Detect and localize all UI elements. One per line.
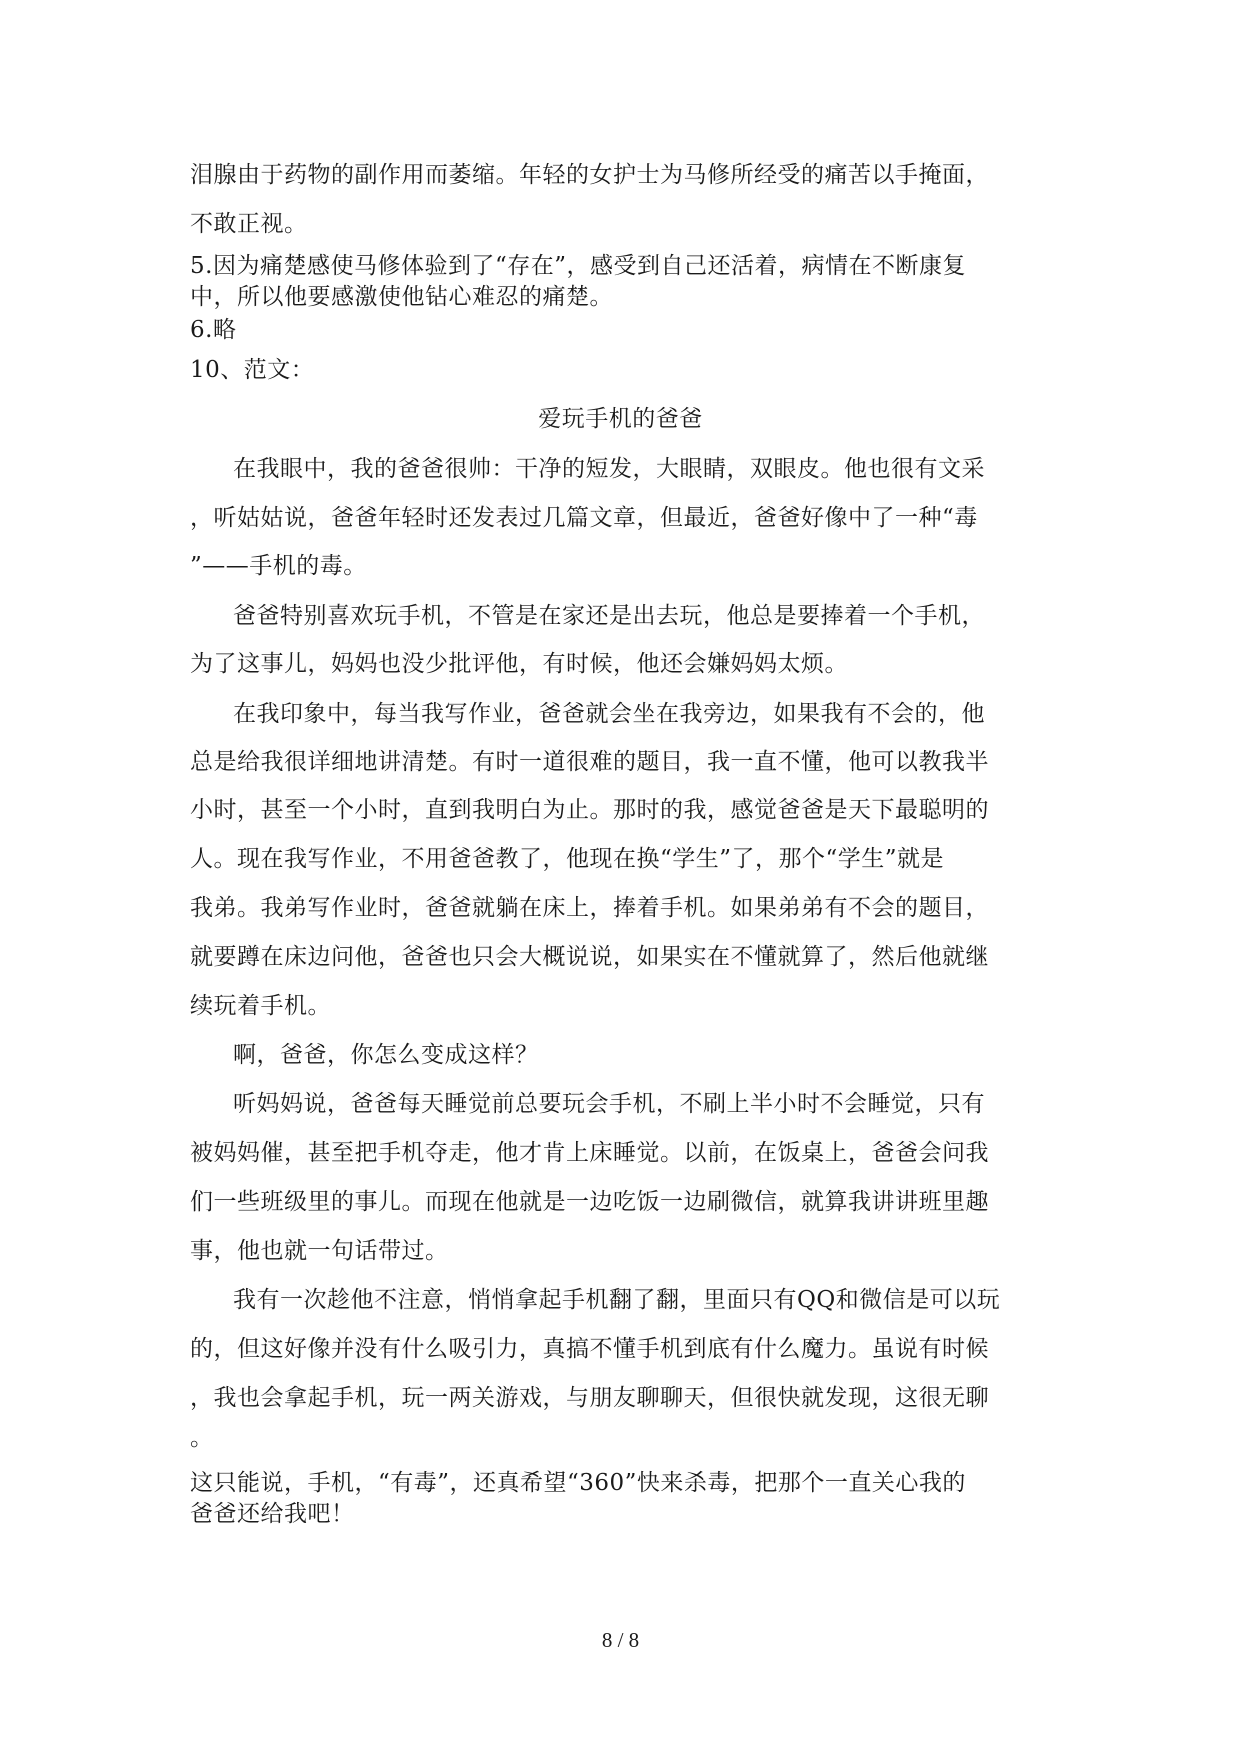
section-10-heading: 10、范文： bbox=[190, 357, 315, 383]
paragraph-line: 啊，爸爸，你怎么变成这样？ bbox=[233, 1042, 539, 1068]
page-number: 8 / 8 bbox=[601, 1628, 640, 1652]
paragraph-line: 我有一次趁他不注意，悄悄拿起手机翻了翻，里面只有QQ和微信是可以玩 bbox=[233, 1287, 1001, 1313]
paragraph-line: ，我也会拿起手机，玩一两关游戏，与朋友聊聊天，但很快就发现，这很无聊 bbox=[190, 1385, 989, 1411]
paragraph-line: 人。现在我写作业，不用爸爸教了，他现在换“学生”了，那个“学生”就是 bbox=[190, 846, 945, 872]
paragraph-line: 被妈妈催，甚至把手机夺走，他才肯上床睡觉。以前，在饭桌上，爸爸会问我 bbox=[190, 1140, 989, 1166]
paragraph-line: 续玩着手机。 bbox=[190, 993, 331, 1019]
paragraph-line: 的，但这好像并没有什么吸引力，真搞不懂手机到底有什么魔力。虽说有时候 bbox=[190, 1336, 989, 1362]
paragraph-line: 这只能说，手机，“有毒”，还真希望“360”快来杀毒，把那个一直关心我的 bbox=[190, 1470, 966, 1496]
paragraph-line: 就要蹲在床边问他，爸爸也只会大概说说，如果实在不懂就算了，然后他就继 bbox=[190, 944, 989, 970]
paragraph-line: 们一些班级里的事儿。而现在他就是一边吃饭一边刷微信，就算我讲讲班里趣 bbox=[190, 1189, 989, 1215]
paragraph-line: ”——手机的毒。 bbox=[190, 553, 367, 579]
paragraph-line: 总是给我很详细地讲清楚。有时一道很难的题目，我一直不懂，他可以教我半 bbox=[190, 749, 989, 775]
paragraph-line: 。 bbox=[190, 1425, 214, 1451]
paragraph-line: 为了这事儿，妈妈也没少批评他，有时候，他还会嫌妈妈太烦。 bbox=[190, 651, 848, 677]
paragraph-line: 听妈妈说，爸爸每天睡觉前总要玩会手机，不刷上半小时不会睡觉，只有 bbox=[233, 1091, 985, 1117]
paragraph-line: 我弟。我弟写作业时，爸爸就躺在床上，捧着手机。如果弟弟有不会的题目， bbox=[190, 895, 989, 921]
paragraph-line: 事，他也就一句话带过。 bbox=[190, 1238, 449, 1264]
text-line: 不敢正视。 bbox=[190, 211, 308, 237]
answer-6-line: 6.略 bbox=[190, 317, 237, 343]
paragraph-line: 爸爸特别喜欢玩手机，不管是在家还是出去玩，他总是要捧着一个手机， bbox=[233, 603, 985, 629]
paragraph-line: 爸爸还给我吧！ bbox=[190, 1501, 355, 1527]
essay-title: 爱玩手机的爸爸 bbox=[538, 406, 703, 432]
paragraph-line: 小时，甚至一个小时，直到我明白为止。那时的我，感觉爸爸是天下最聪明的 bbox=[190, 797, 989, 823]
paragraph-line: ，听姑姑说，爸爸年轻时还发表过几篇文章，但最近，爸爸好像中了一种“毒 bbox=[190, 505, 978, 531]
answer-5-line: 5.因为痛楚感使马修体验到了“存在”，感受到自己还活着，病情在不断康复 bbox=[190, 253, 966, 279]
text-line: 中，所以他要感激使他钻心难忍的痛楚。 bbox=[190, 284, 613, 310]
paragraph-line: 在我眼中，我的爸爸很帅：干净的短发，大眼睛，双眼皮。他也很有文采 bbox=[233, 456, 985, 482]
paragraph-line: 在我印象中，每当我写作业，爸爸就会坐在我旁边，如果我有不会的，他 bbox=[233, 701, 985, 727]
text-line: 泪腺由于药物的副作用而萎缩。年轻的女护士为马修所经受的痛苦以手掩面， bbox=[190, 162, 989, 188]
